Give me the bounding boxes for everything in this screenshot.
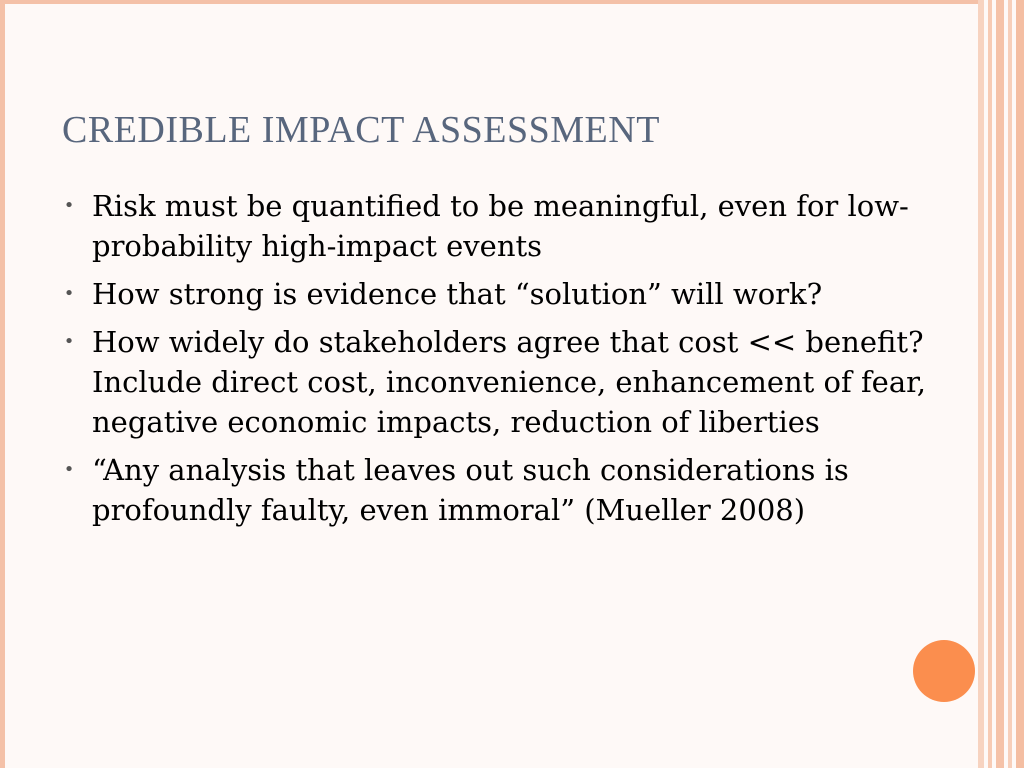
bullet-text: How widely do stakeholders agree that cost << benefit? Include direct cost, inconvenience, enhancement of fear, negative economic impacts, reduction of liberties: [92, 325, 927, 439]
left-border: [0, 0, 5, 768]
bullet-text: Risk must be quantified to be meaningful, even for low-probability high-impact events: [92, 189, 909, 263]
stripe-1: [978, 0, 984, 768]
stripe-4: [1008, 0, 1012, 768]
bullet-icon: •: [63, 459, 75, 480]
orange-circle-decoration: [913, 640, 975, 702]
top-border: [0, 0, 980, 4]
bullet-item: [60, 186, 950, 266]
bullet-item: [60, 274, 950, 314]
bullet-text: “Any analysis that leaves out such considerations is profoundly faulty, even immoral” (Mueller 2008): [92, 453, 849, 527]
stripe-2: [988, 0, 992, 768]
bullet-icon: •: [63, 195, 75, 216]
slide-title: CREDIBLE IMPACT ASSESSMENT: [62, 109, 660, 151]
bullet-text: How strong is evidence that “solution” will work?: [92, 277, 823, 311]
bullet-list: [60, 186, 950, 538]
bullet-item: [60, 322, 950, 442]
stripe-3: [996, 0, 1004, 768]
bullet-item: [60, 450, 950, 530]
stripe-5: [1016, 0, 1024, 768]
bullet-icon: •: [63, 331, 75, 352]
bullet-icon: •: [63, 283, 75, 304]
right-decorative-stripes: [978, 0, 1024, 768]
